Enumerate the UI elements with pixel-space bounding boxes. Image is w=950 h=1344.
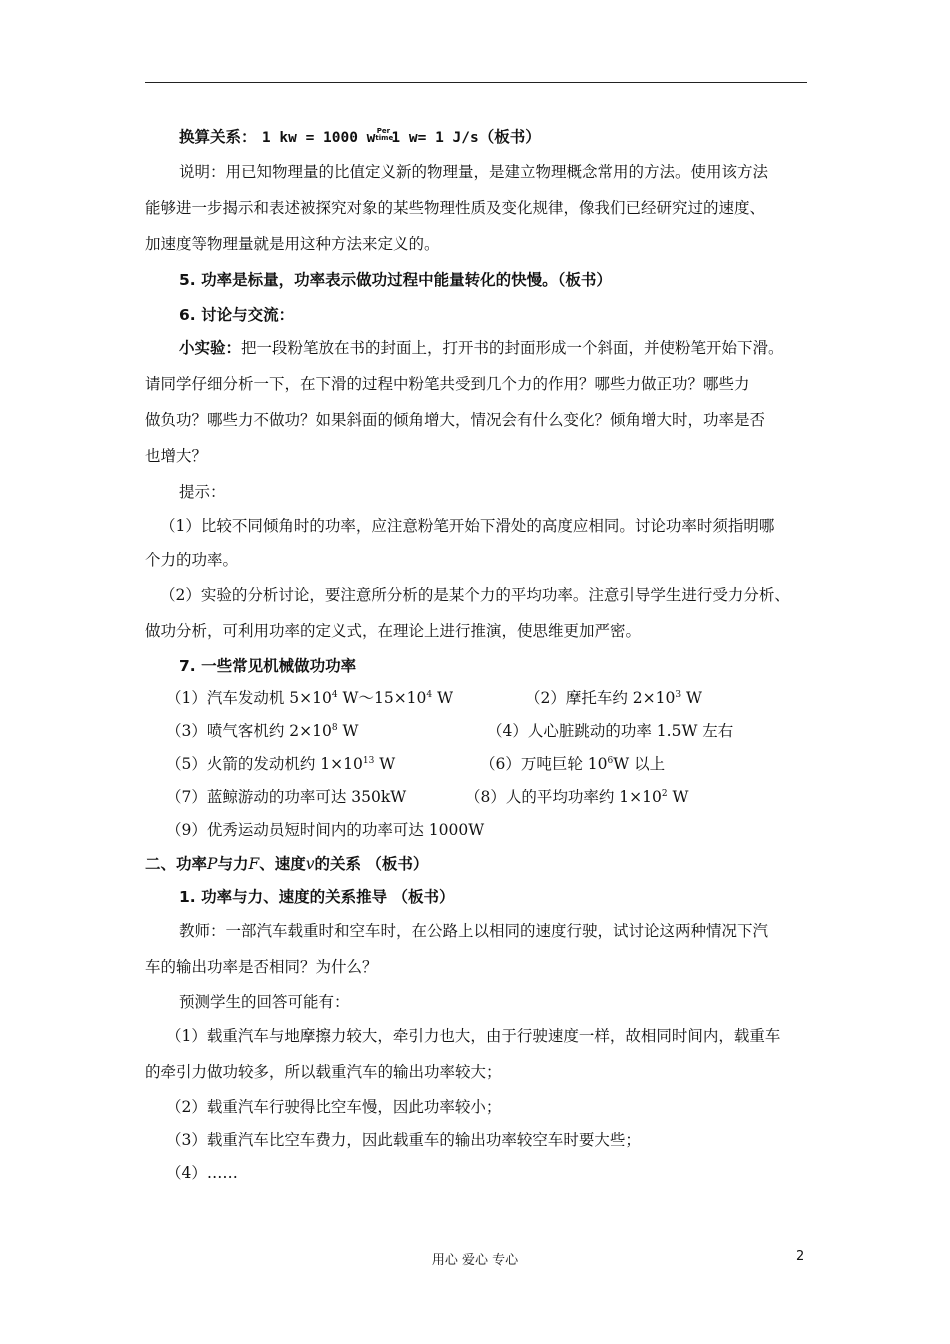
experiment-label: 小实验：	[179, 339, 242, 357]
machine-9: （9）优秀运动员短时间内的功率可达 1000W	[166, 821, 485, 839]
footer-motto: 用心 爱心 专心	[431, 1253, 519, 1268]
conversion-note: （板书）	[478, 128, 541, 146]
conversion-label: 换算关系：	[179, 128, 257, 146]
answer-3: （3）载重汽车比空车费力，因此载重车的输出功率较空车时要大些；	[166, 1131, 641, 1149]
explanation-line-3: 加速度等物理量就是用这种方法来定义的。	[145, 235, 440, 253]
machine-5: （5）火箭的发动机约 $1\times 10^{13}$ W	[166, 755, 396, 773]
predict-line: 预测学生的回答可能有：	[179, 993, 350, 1011]
machine-1: （1）汽车发动机 $5\times 10^4$ $W\sim 15\times 10^4$ W	[166, 689, 453, 707]
point-6: 6. 讨论与交流：	[179, 306, 295, 324]
answer-1-line-2: 的牵引力做功较多，所以载重汽车的输出功率较大；	[145, 1063, 502, 1081]
experiment-line-4: 也增大？	[145, 447, 208, 465]
page-number: 2	[796, 1249, 805, 1264]
teacher-line-2: 车的输出功率是否相同？为什么？	[145, 958, 378, 976]
answer-1-line-1: （1）载重汽车与地摩擦力较大，牵引力也大，由于行驶速度一样，故相同时间内，载重车	[166, 1027, 781, 1045]
hint-1-line-2: 个力的功率。	[145, 551, 239, 569]
experiment-line-1: 小实验：把一段粉笔放在书的封面上，打开书的封面形成一个斜面，并使粉笔开始下滑。	[179, 339, 784, 357]
hint-2-line-1: （2）实验的分析讨论，要注意所分析的是某个力的平均功率。注意引导学生进行受力分析、	[160, 586, 790, 604]
conversion-overlap: Per time	[375, 127, 394, 142]
conversion-line	[179, 127, 841, 148]
answer-4: （4）……	[166, 1164, 238, 1182]
machine-4: （4）人心脏跳动的功率 1.5W 左右	[487, 722, 734, 740]
machine-6: （6）万吨巨轮 $10^6W$ 以上	[480, 755, 666, 773]
machine-8: （8）人的平均功率约 $1\times 10^2$ W	[465, 788, 689, 806]
explanation-line-2: 能够进一步揭示和表述被探究对象的某些物理性质及变化规律，像我们已经研究过的速度、	[145, 199, 766, 217]
hint-2-line-2: 做功分析，可利用功率的定义式，在理论上进行推演，使思维更加严密。	[145, 622, 642, 640]
experiment-line-2: 请同学仔细分析一下，在下滑的过程中粉笔共受到几个力的作用？哪些力做正功？哪些力	[145, 375, 750, 393]
subsection-1: 1. 功率与力、速度的关系推导 （板书）	[179, 888, 455, 906]
experiment-line-3: 做负功？哪些力不做功？如果斜面的倾角增大，情况会有什么变化？倾角增大时，功率是否	[145, 411, 766, 429]
section-2-heading: 二、功率P与力F、速度v的关系 （板书）	[145, 855, 429, 873]
machine-3: （3）喷气客机约 $2\times 10^8$ W	[166, 722, 359, 740]
explanation-line-1: 说明：用已知物理量的比值定义新的物理量，是建立物理概念常用的方法。使用该方法	[179, 163, 769, 181]
answer-2: （2）载重汽车行驶得比空车慢，因此功率较小；	[166, 1098, 502, 1116]
point-5: 5. 功率是标量，功率表示做功过程中能量转化的快慢。（板书）	[179, 271, 612, 289]
machine-7: （7）蓝鲸游动的功率可达 350kW	[166, 788, 407, 806]
point-7: 7. 一些常见机械做功功率	[179, 657, 357, 675]
header-rule	[145, 82, 807, 83]
teacher-line-1: 教师：一部汽车载重时和空车时，在公路上以相同的速度行驶，试讨论这两种情况下汽	[179, 922, 769, 940]
machine-2: （2）摩托车约 $2\times 10^3$ W	[525, 689, 702, 707]
hint-label: 提示：	[179, 483, 226, 501]
hint-1-line-1: （1）比较不同倾角时的功率，应注意粉笔开始下滑处的高度应相同。讨论功率时须指明哪	[160, 517, 775, 535]
conversion-part2: 1 w= 1 J/s	[391, 130, 479, 146]
conversion-part1: 1 kw = 1000 w	[261, 130, 376, 146]
